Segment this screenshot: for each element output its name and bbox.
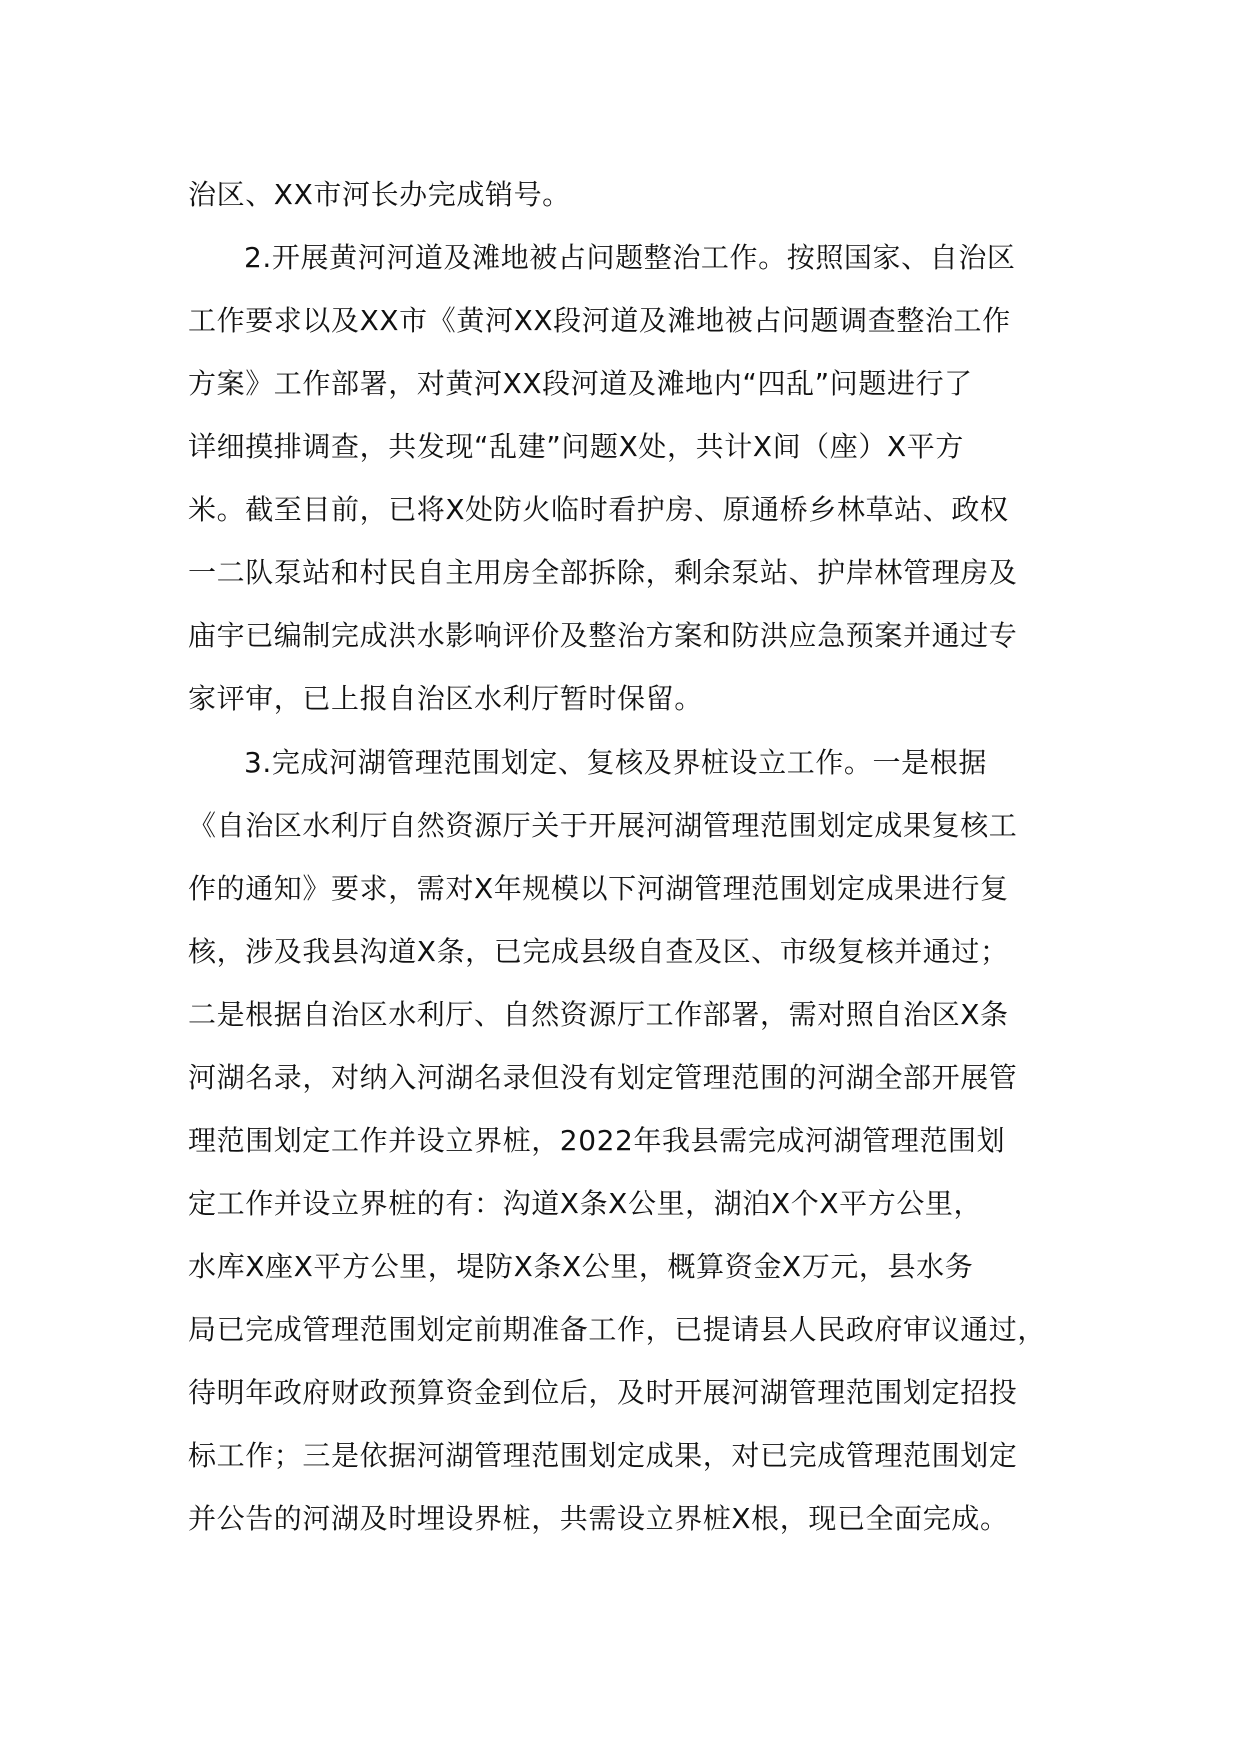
text-line: 理范围划定工作并设立界桩，2022年我县需完成河湖管理范围划: [188, 1124, 1006, 1157]
text-line: 庙宇已编制完成洪水影响评价及整治方案和防洪应急预案并通过专: [188, 619, 1018, 652]
text-line: 水库X座X平方公里，堤防X条X公里，概算资金X万元，县水务: [188, 1250, 974, 1283]
text-line: 作的通知》要求，需对X年规模以下河湖管理范围划定成果进行复: [188, 872, 1009, 905]
text-line: 《自治区水利厅自然资源厅关于开展河湖管理范围划定成果复核工: [188, 809, 1018, 842]
text-line: 米。截至目前，已将X处防火临时看护房、原通桥乡林草站、政权: [188, 493, 1009, 526]
text-line: 详细摸排调查，共发现“乱建”问题X处，共计X间（座）X平方: [188, 430, 964, 463]
text-line: 工作要求以及XX市《黄河XX段河道及滩地被占问题调查整治工作: [188, 304, 1011, 337]
text-line: 待明年政府财政预算资金到位后，及时开展河湖管理范围划定招投: [188, 1376, 1018, 1409]
text-line: 治区、XX市河长办完成销号。: [188, 178, 571, 211]
text-line: 河湖名录，对纳入河湖名录但没有划定管理范围的河湖全部开展管: [188, 1061, 1018, 1094]
text-line: 核，涉及我县沟道X条，已完成县级自查及区、市级复核并通过；: [188, 935, 1009, 968]
text-line: 方案》工作部署，对黄河XX段河道及滩地内“四乱”问题进行了: [188, 367, 973, 400]
text-line: 局已完成管理范围划定前期准备工作，已提请县人民政府审议通过，: [188, 1313, 1047, 1346]
text-line: 二是根据自治区水利厅、自然资源厅工作部署，需对照自治区X条: [188, 998, 1009, 1031]
text-line: 标工作；三是依据河湖管理范围划定成果，对已完成管理范围划定: [188, 1439, 1018, 1472]
text-line: 定工作并设立界桩的有：沟道X条X公里，湖泊X个X平方公里，: [188, 1187, 983, 1220]
text-line: 家评审，已上报自治区水利厅暂时保留。: [188, 682, 703, 715]
paragraph-2-first-line: 2.开展黄河河道及滩地被占问题整治工作。按照国家、自治区: [244, 241, 1016, 274]
text-line: 并公告的河湖及时埋设界桩，共需设立界桩X根，现已全面完成。: [188, 1502, 1009, 1535]
text-line: 一二队泵站和村民自主用房全部拆除，剩余泵站、护岸林管理房及: [188, 556, 1018, 589]
paragraph-3-first-line: 3.完成河湖管理范围划定、复核及界桩设立工作。一是根据: [244, 746, 987, 779]
